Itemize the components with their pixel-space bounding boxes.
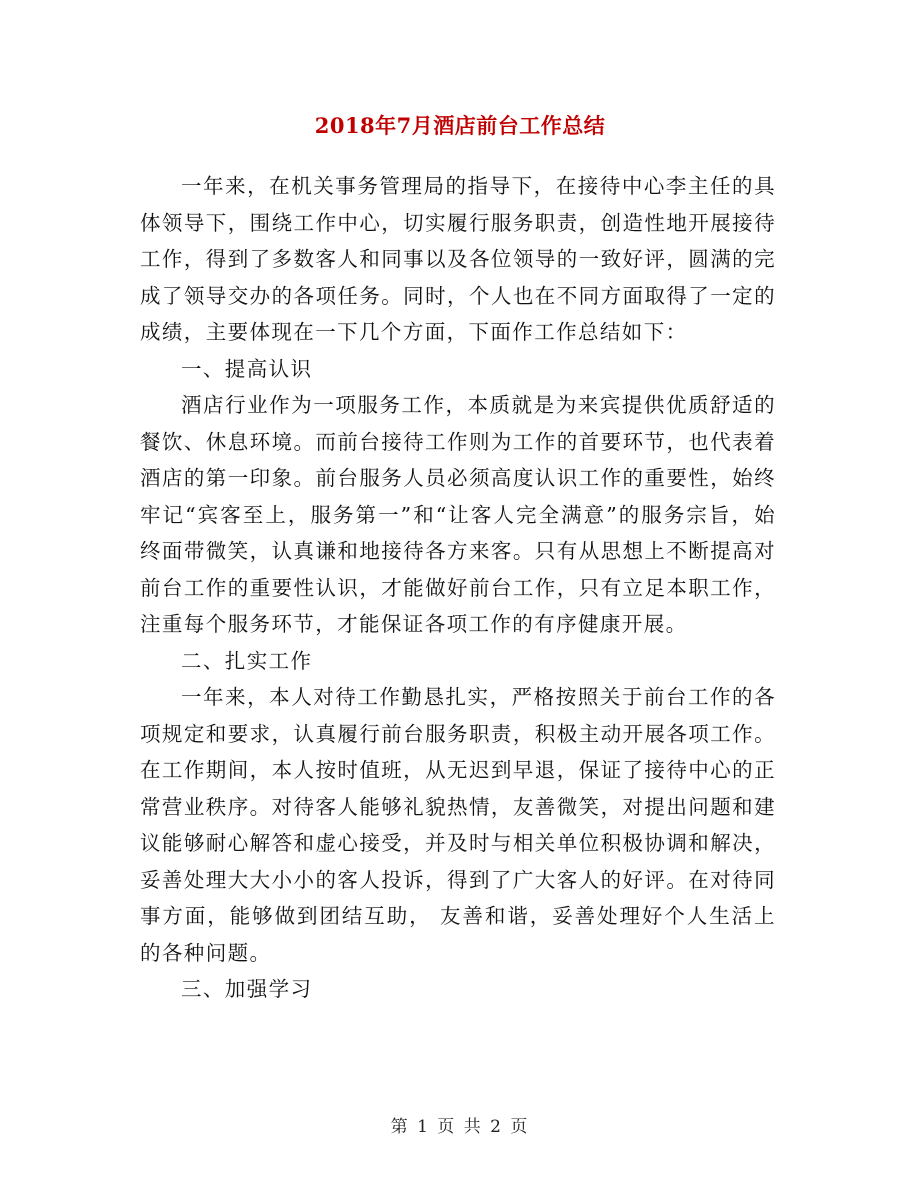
- section-heading-2: 二、扎实工作: [181, 648, 313, 673]
- intro-paragraph: 一年来，在机关事务管理局的指导下，在接待中心李主任的具体领导下，围绕工作中心，切实履行服务职责，创造性地开展接待工作，得到了多数客人和同事以及各位领导的一致好评，圆满的完成了领导交办的各项任务。同时，个人也在不同方面取得了一定的成绩，主要体现在一下几个方面，下面作工作总结如下：: [140, 174, 776, 344]
- page-footer: 第 1 页 共 2 页: [390, 1117, 530, 1137]
- document-body: [140, 168, 776, 1008]
- section-heading-1: 一、提高认识: [181, 356, 313, 381]
- section-2-paragraph: 一年来，本人对待工作勤恳扎实，严格按照关于前台工作的各项规定和要求，认真履行前台服务职责，积极主动开展各项工作。在工作期间，本人按时值班，从无迟到早退，保证了接待中心的正常营业秩序。对待客人能够礼貌热情，友善微笑，对提出问题和建议能够耐心解答和虚心接受，并及时与相关单位积极协调和解决，妥善处理大大小小的客人投诉，得到了广大客人的好评。在对待同事方面，能够做到团结互助， 友善和谐，妥善处理好个人生活上的各种问题。: [140, 685, 776, 965]
- section-heading-3: 三、加强学习: [181, 977, 313, 1001]
- section-1-paragraph: 酒店行业作为一项服务工作，本质就是为来宾提供优质舒适的餐饮、休息环境。而前台接待工作则为工作的首要环节，也代表着酒店的第一印象。前台服务人员必须高度认识工作的重要性，始终牢记“宾客至上，服务第一”和“让客人完全满意”的服务宗旨，始终面带微笑，认真谦和地接待各方来客。只有从思想上不断提高对前台工作的重要性认识，才能做好前台工作，只有立足本职工作，注重每个服务环节，才能保证各项工作的有序健康开展。: [140, 393, 776, 636]
- document-title: 2018年7月酒店前台工作总结: [314, 113, 606, 138]
